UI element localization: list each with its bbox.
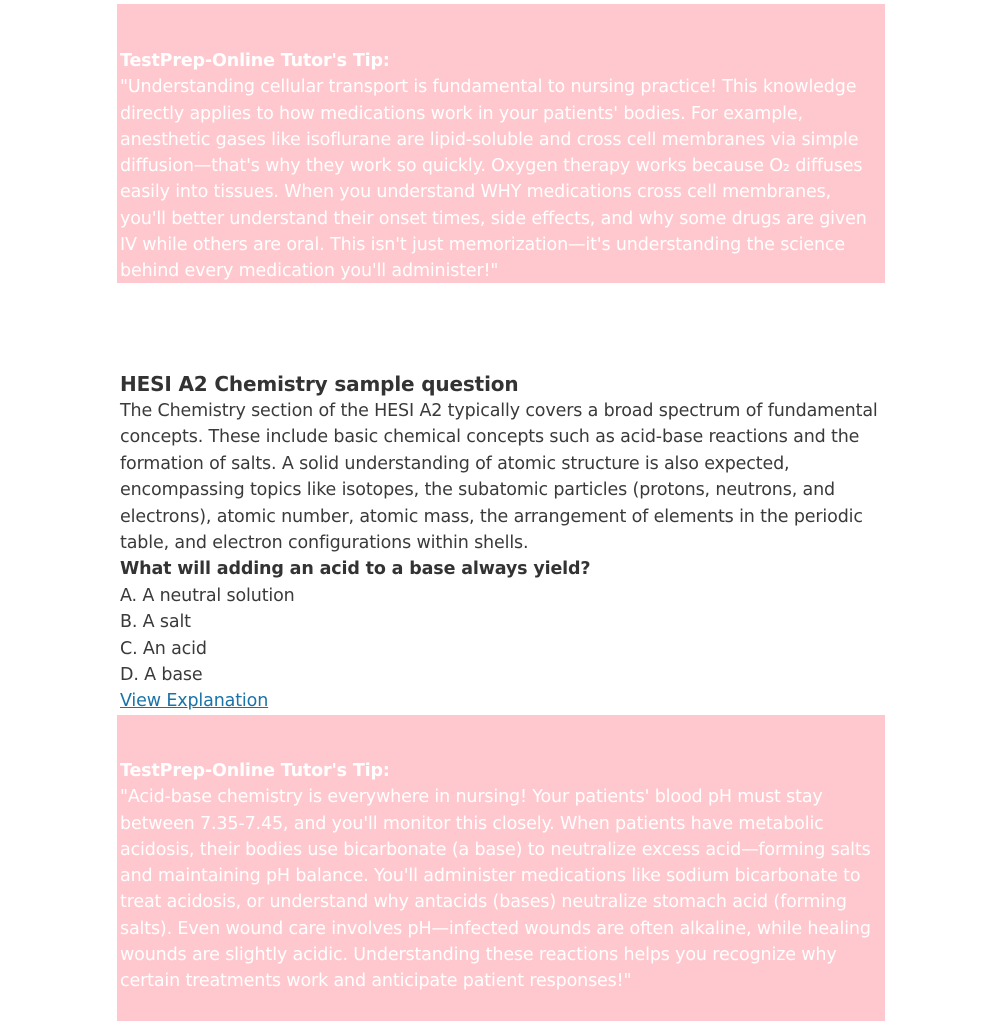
tutor-tip-text: "Understanding cellular transport is fundamental to nursing practice! This knowledge directly applies to how medications work in your patients' bodies. For example, anesthetic gases like isoflurane are lipid-soluble and cross cell membranes via simple diffusion—that's why they work so quickly. Oxygen therapy works because O₂ diffuses easily into tissues. When you understand WHY medications cross cell membranes, you'll better understand their onset times, side effects, and why some drugs are given IV while others are oral. This isn't just memorization—it's understanding the science behind every medication you'll administer!" bbox=[120, 77, 867, 282]
tutor-tip-box-cellular-transport bbox=[117, 4, 885, 283]
section-heading: HESI A2 Chemistry sample question bbox=[120, 372, 519, 396]
view-explanation-link[interactable]: View Explanation bbox=[120, 691, 269, 712]
tutor-tip-box-acid-base bbox=[117, 715, 885, 1021]
tutor-tip-text: "Acid-base chemistry is everywhere in nursing! Your patients' blood pH must stay between 7.35-7.45, and you'll monitor this closely. When patients have metabolic acidosis, their bodies use bicarbonate (a base) to neutralize excess acid—forming salts and maintaining pH balance. You'll administer medications like sodium bicarbonate to treat acidosis, or understand why antacids (bases) neutralize stomach acid (forming salts). Even wound care involves pH—infected wounds are often alkaline, while healing wounds are slightly acidic. Understanding these reactions helps you recognize why certain treatments work and anticipate patient responses!" bbox=[120, 787, 871, 992]
answer-options bbox=[120, 583, 880, 689]
answer-option-c: C. An acid bbox=[120, 638, 207, 659]
sample-question: What will adding an acid to a base always yield? bbox=[120, 559, 591, 580]
section-intro-paragraph: The Chemistry section of the HESI A2 typically covers a broad spectrum of fundamental concepts. These include basic chemical concepts such as acid-base reactions and the formation of salts. A solid understanding of atomic structure is also expected, encompassing topics like isotopes, the subatomic particles (protons, neutrons, and electrons), atomic number, atomic mass, the arrangement of elements in the periodic table, and electron configurations within shells. bbox=[120, 401, 878, 554]
answer-option-a: A. A neutral solution bbox=[120, 585, 295, 606]
chemistry-sample-section bbox=[120, 370, 880, 715]
answer-option-b: B. A salt bbox=[120, 612, 191, 633]
tutor-tip-title: TestPrep-Online Tutor's Tip: bbox=[120, 761, 390, 781]
answer-option-d: D. A base bbox=[120, 665, 203, 686]
tutor-tip-title: TestPrep-Online Tutor's Tip: bbox=[120, 51, 390, 71]
